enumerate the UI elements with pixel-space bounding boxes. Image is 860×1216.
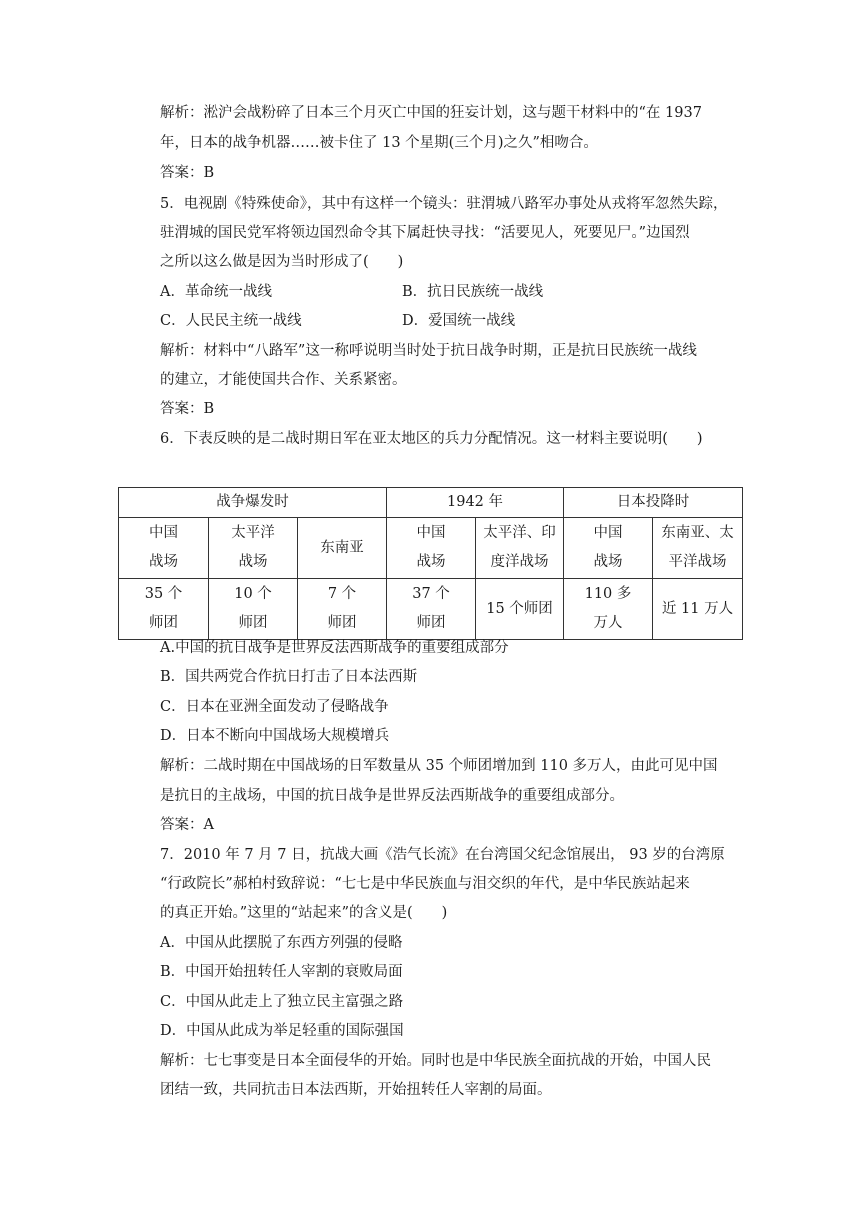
table-cell: 中国 战场	[564, 518, 653, 579]
q7-option-c: C．中国从此走上了独立民主富强之路	[160, 994, 404, 1010]
q5-option-c: C．人民民主统一战线	[160, 313, 302, 329]
table-cell: 太平洋 战场	[209, 518, 298, 579]
table-cell: 近 11 万人	[653, 579, 743, 640]
analysis-q4-line1: 解析：淞沪会战粉碎了日本三个月灭亡中国的狂妄计划，这与题干材料中的“在 1937	[160, 105, 702, 121]
q7-option-b: B．中国开始扭转任人宰割的衰败局面	[160, 964, 403, 980]
table-cell: 110 多 万人	[564, 579, 653, 640]
analysis-q7-line2: 团结一致，共同抗击日本法西斯，开始扭转任人宰割的局面。	[160, 1082, 552, 1098]
analysis-q5-line2: 的建立，才能使国共合作、关系紧密。	[160, 372, 407, 388]
table-cell: 35 个 师团	[119, 579, 209, 640]
q5-option-b: B．抗日民族统一战线	[402, 284, 544, 300]
question-7-line3: 的真正开始。”这里的“站起来”的含义是( )	[160, 905, 448, 921]
q6-option-d: D．日本不断向中国战场大规模增兵	[160, 728, 390, 744]
analysis-q5-line1: 解析：材料中“八路军”这一称呼说明当时处于抗日战争时期，正是抗日民族统一战线	[160, 343, 697, 359]
table-cell: 10 个 师团	[209, 579, 298, 640]
q7-option-a: A．中国从此摆脱了东西方列强的侵略	[160, 935, 403, 951]
table-values-row	[119, 579, 743, 640]
table-subheader-row	[119, 518, 743, 579]
table-cell: 15 个师团	[476, 579, 564, 640]
q6-option-c: C．日本在亚洲全面发动了侵略战争	[160, 699, 389, 715]
analysis-q6-line2: 是抗日的主战场，中国的抗日战争是世界反法西斯战争的重要组成部分。	[160, 788, 624, 804]
table-cell: 东南亚	[298, 518, 387, 579]
table-cell: 37 个 师团	[387, 579, 476, 640]
table-cell: 东南亚、太 平洋战场	[653, 518, 743, 579]
question-7-line2: “行政院长”郝柏村致辞说：“七七是中华民族血与泪交织的年代，是中华民族站起来	[160, 876, 690, 892]
answer-q6: 答案：A	[160, 817, 214, 833]
q6-option-a: A.中国的抗日战争是世界反法西斯战争的重要组成部分	[160, 640, 509, 656]
q7-option-d: D．中国从此成为举足轻重的国际强国	[160, 1023, 404, 1039]
table-cell: 太平洋、印 度洋战场	[476, 518, 564, 579]
q6-option-b: B．国共两党合作抗日打击了日本法西斯	[160, 669, 418, 685]
header-war-start: 战争爆发时	[119, 488, 387, 518]
table-cell: 7 个 师团	[298, 579, 387, 640]
q5-option-a: A．革命统一战线	[160, 284, 272, 300]
header-japan-surrender: 日本投降时	[564, 488, 743, 518]
question-5-line2: 驻渭城的国民党军将领边国烈命令其下属赶快寻找：“活要见人，死要见尸。”边国烈	[160, 225, 690, 241]
answer-q4: 答案：B	[160, 165, 215, 181]
answer-q5: 答案：B	[160, 401, 215, 417]
header-1942: 1942 年	[387, 488, 564, 518]
analysis-q4-line2: 年，日本的战争机器……被卡住了 13 个星期(三个月)之久”相吻合。	[160, 135, 598, 151]
analysis-q7-line1: 解析：七七事变是日本全面侵华的开始。同时也是中华民族全面抗战的开始，中国人民	[160, 1053, 711, 1069]
analysis-q6-line1: 解析：二战时期在中国战场的日军数量从 35 个师团增加到 110 多万人，由此可见中国	[160, 758, 718, 774]
table-cell: 中国 战场	[387, 518, 476, 579]
question-6: 6．下表反映的是二战时期日军在亚太地区的兵力分配情况。这一材料主要说明( )	[160, 431, 703, 447]
q5-option-d: D．爱国统一战线	[402, 313, 516, 329]
table-cell: 中国 战场	[119, 518, 209, 579]
troop-distribution-table	[118, 487, 743, 640]
table-header-row	[119, 488, 743, 518]
question-5-line1: 5．电视剧《特殊使命》，其中有这样一个镜头：驻渭城八路军办事处从戎将军忽然失踪，	[160, 196, 728, 212]
question-5-line3: 之所以这么做是因为当时形成了( )	[160, 254, 404, 270]
question-7-line1: 7．2010 年 7 月 7 日，抗战大画《浩气长流》在台湾国父纪念馆展出， 93 岁的台湾原	[160, 847, 725, 863]
